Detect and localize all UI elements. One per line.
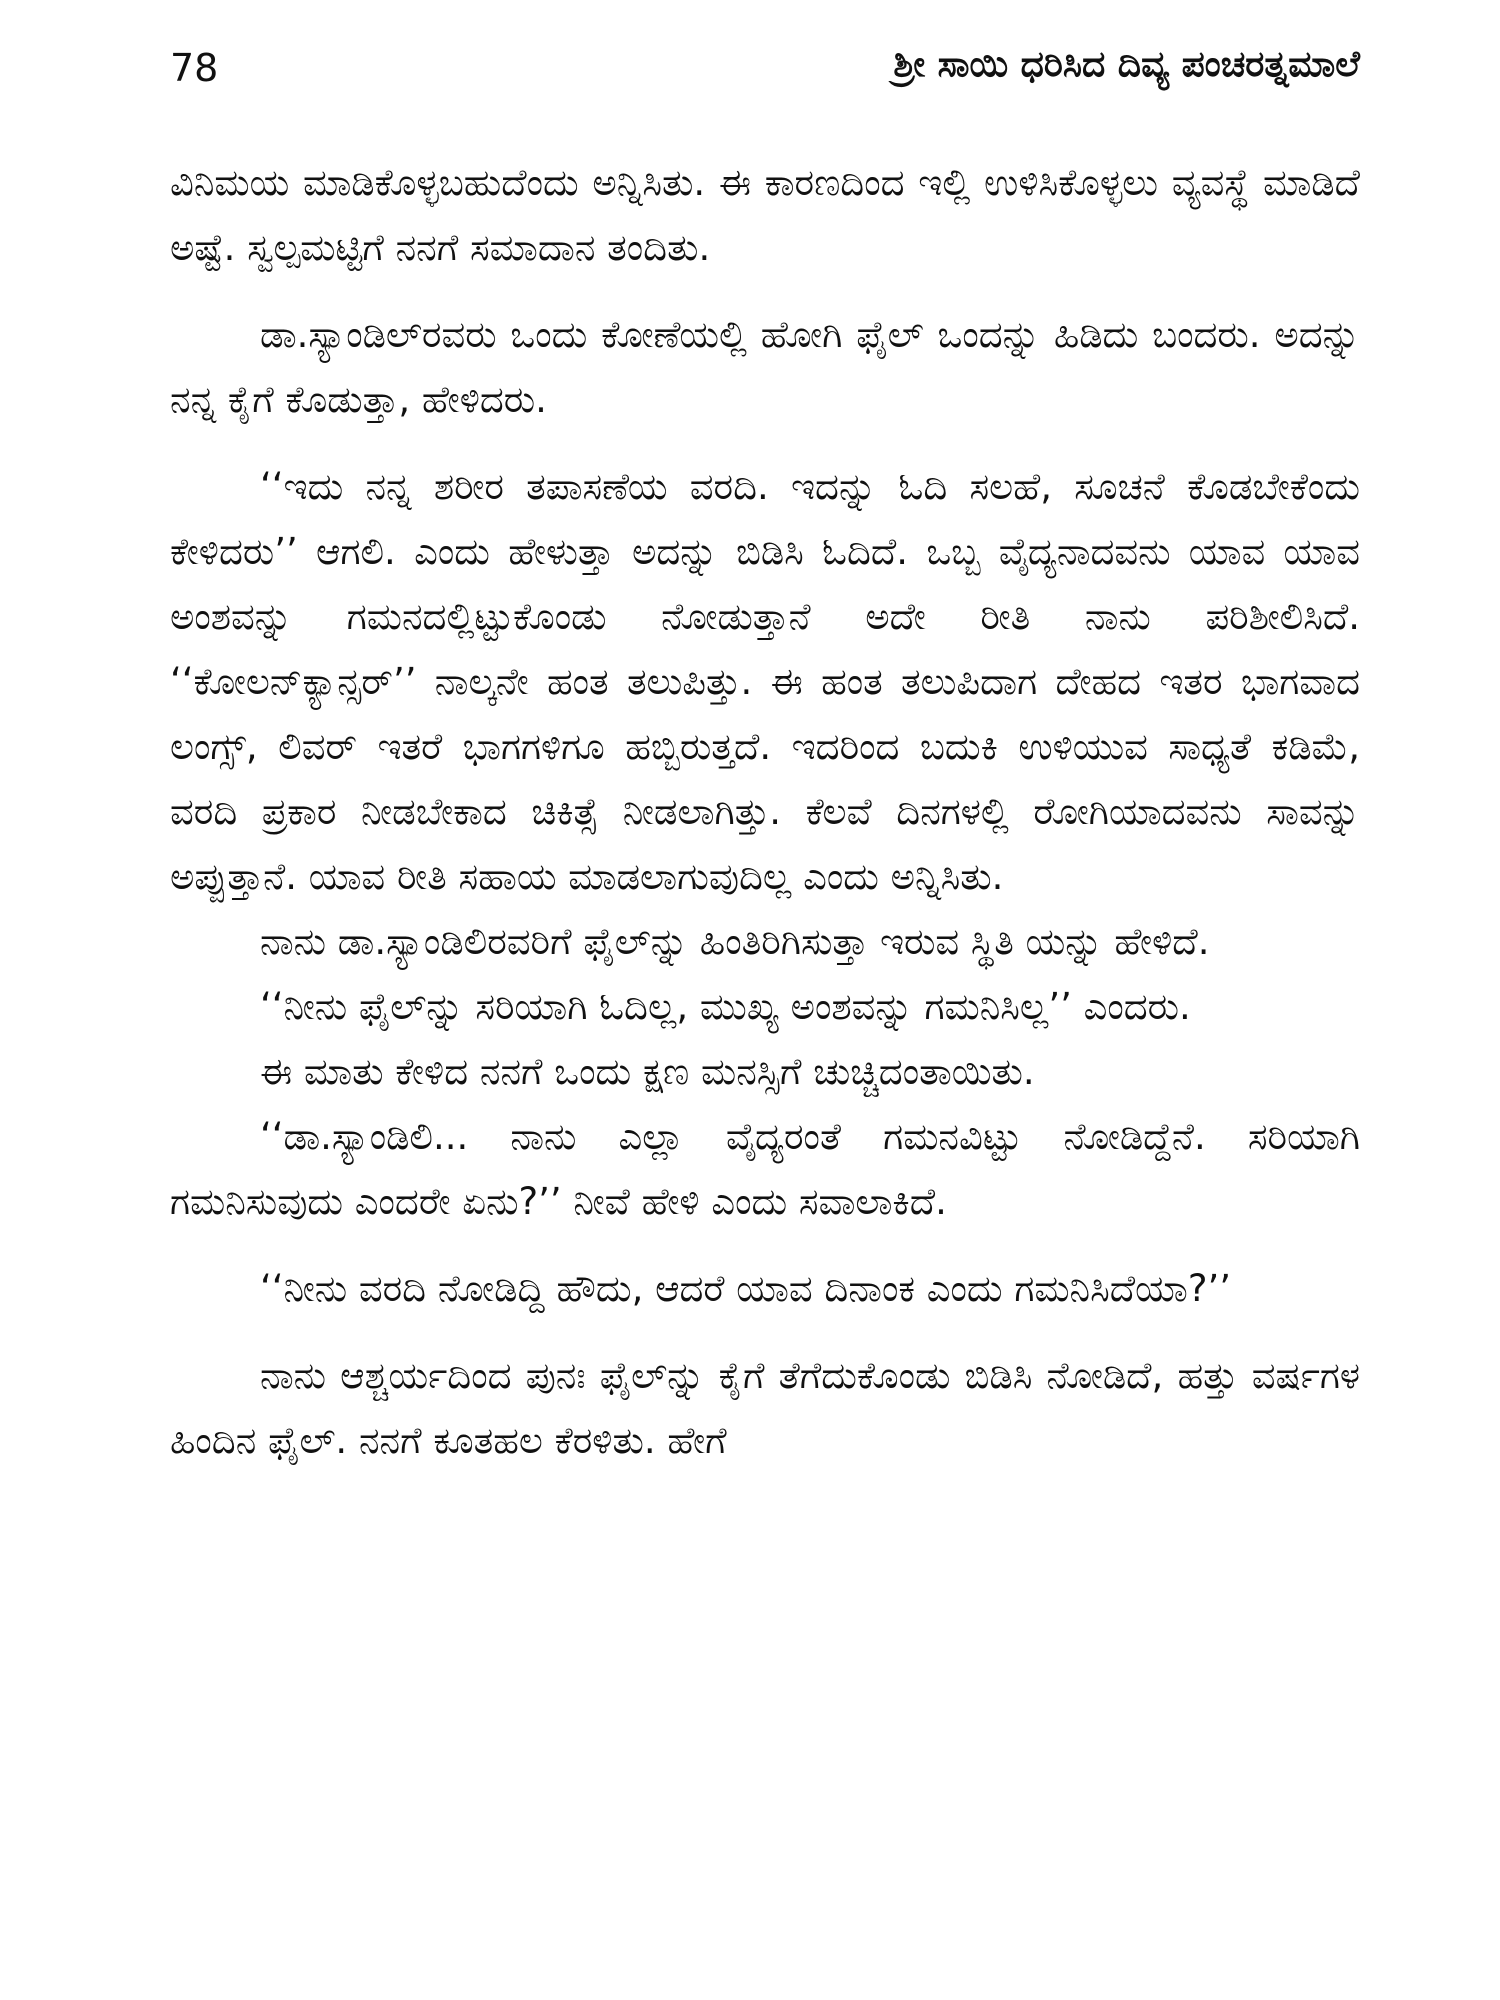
paragraph: ಈ ಮಾತು ಕೇಳಿದ ನನಗೆ ಒಂದು ಕ್ಷಣ ಮನಸ್ಸಿಗೆ ಚುಚ್ಚಿದಂತಾಯಿತು. — [260, 1050, 1035, 1093]
paragraph: ‘‘ಇದು ನನ್ನ ಶರೀರ ತಪಾಸಣೆಯ ವರದಿ. ಇದನ್ನು ಓದಿ ಸಲಹೆ, ಸೂಚನೆ ಕೊಡಬೇಕೆಂದು ಕೇಳಿದರು’’ ಆಗಲಿ. ಎಂದು ಹೇಳುತ್ತಾ ಅದನ್ನು ಬಿಡಿಸಿ ಓದಿದೆ. ಒಬ್ಬ ವೈದ್ಯನಾದವನು ಯಾವ ಯಾವ ಅಂಶವನ್ನು ಗಮನದಲ್ಲಿಟ್ಟುಕೊಂಡು ನೋಡುತ್ತಾನೆ ಅದೇ ರೀತಿ ನಾನು ಪರಿಶೀಲಿಸಿದೆ. ‘‘ಕೋಲನ್‌ಕ್ಯಾನ್ಸರ್’’ ನಾಲ್ಕನೇ ಹಂತ ತಲುಪಿತ್ತು. ಈ ಹಂತ ತಲುಪಿದಾಗ ದೇಹದ ಇತರ ಭಾಗವಾದ ಲಂಗ್ಸ್, ಲಿವರ್ ಇತರೆ ಭಾಗಗಳಿಗೂ ಹಬ್ಬಿರುತ್ತದೆ. ಇದರಿಂದ ಬದುಕಿ ಉಳಿಯುವ ಸಾಧ್ಯತೆ ಕಡಿಮೆ, ವರದಿ ಪ್ರಕಾರ ನೀಡಬೇಕಾದ ಚಿಕಿತ್ಸೆ ನೀಡಲಾಗಿತ್ತು. ಕೆಲವೆ ದಿನಗಳಲ್ಲಿ ರೋಗಿಯಾದವನು ಸಾವನ್ನು ಅಪ್ಪುತ್ತಾನೆ. ಯಾವ ರೀತಿ ಸಹಾಯ ಮಾಡಲಾಗುವುದಿಲ್ಲ ಎಂದು ಅನ್ನಿಸಿತು. — [170, 465, 1360, 898]
body-text — [170, 150, 1360, 1473]
page-number: 78 — [170, 46, 219, 90]
page-header — [170, 40, 1360, 110]
paragraph: ‘‘ಡಾ.ಸ್ಯಾಂಡಿಲಿ... ನಾನು ಎಲ್ಲಾ ವೈದ್ಯರಂತೆ ಗಮನವಿಟ್ಟು ನೋಡಿದ್ದೆನೆ. ಸರಿಯಾಗಿ ಗಮನಿಸುವುದು ಎಂದರೇ ಏನು?’’ ನೀವೆ ಹೇಳಿ ಎಂದು ಸವಾಲಾಕಿದೆ. — [170, 1115, 1360, 1223]
paragraph: ‘‘ನೀನು ವರದಿ ನೋಡಿದ್ದಿ ಹೌದು, ಆದರೆ ಯಾವ ದಿನಾಂಕ ಎಂದು ಗಮನಿಸಿದೆಯಾ?’’ — [260, 1267, 1231, 1310]
paragraph: ವಿನಿಮಯ ಮಾಡಿಕೊಳ್ಳಬಹುದೆಂದು ಅನ್ನಿಸಿತು. ಈ ಕಾರಣದಿಂದ ಇಲ್ಲಿ ಉಳಿಸಿಕೊಳ್ಳಲು ವ್ಯವಸ್ಥೆ ಮಾಡಿದೆ ಅಷ್ಟೆ. ಸ್ವಲ್ಪಮಟ್ಟಿಗೆ ನನಗೆ ಸಮಾದಾನ ತಂದಿತು. — [170, 161, 1360, 269]
paragraph: ಡಾ.ಸ್ಯಾಂಡಿಲ್‌ರವರು ಒಂದು ಕೋಣೆಯಲ್ಲಿ ಹೋಗಿ ಫೈಲ್ ಒಂದನ್ನು ಹಿಡಿದು ಬಂದರು. ಅದನ್ನು ನನ್ನ ಕೈಗೆ ಕೊಡುತ್ತಾ, ಹೇಳಿದರು. — [170, 313, 1360, 421]
paragraph: ‘‘ನೀನು ಫೈಲ್‌ನ್ನು ಸರಿಯಾಗಿ ಓದಿಲ್ಲ, ಮುಖ್ಯ ಅಂಶವನ್ನು ಗಮನಿಸಿಲ್ಲ’’ ಎಂದರು. — [260, 985, 1191, 1028]
paragraph: ನಾನು ಡಾ.ಸ್ಯಾಂಡಿಲಿರವರಿಗೆ ಫೈಲ್‌ನ್ನು ಹಿಂತಿರಿಗಿಸುತ್ತಾ ಇರುವ ಸ್ಥಿತಿ ಯನ್ನು ಹೇಳಿದೆ. — [260, 920, 1210, 963]
paragraph: ನಾನು ಆಶ್ಚರ್ಯದಿಂದ ಪುನಃ ಫೈಲ್‌ನ್ನು ಕೈಗೆ ತೆಗೆದುಕೊಂಡು ಬಿಡಿಸಿ ನೋಡಿದೆ, ಹತ್ತು ವರ್ಷಗಳ ಹಿಂದಿನ ಫೈಲ್. ನನಗೆ ಕೂತಹಲ ಕೆರಳಿತು. ಹೇಗೆ — [170, 1354, 1360, 1462]
running-title: ಶ್ರೀ ಸಾಯಿ ಧರಿಸಿದ ದಿವ್ಯ ಪಂಚರತ್ನಮಾಲೆ — [893, 44, 1360, 85]
